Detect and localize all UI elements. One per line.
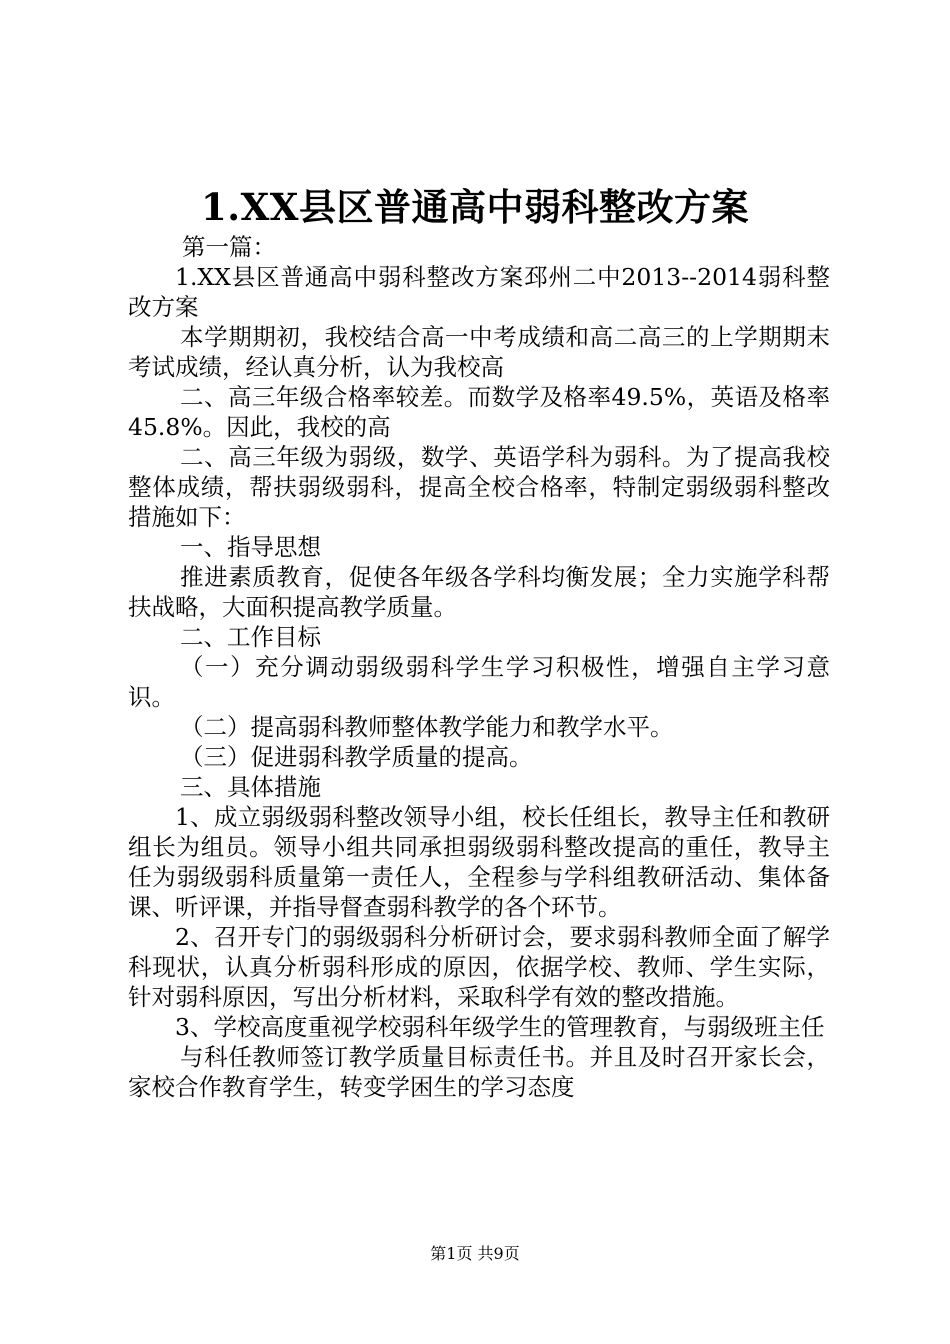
heading-work-goals: 二、工作目标 [180, 623, 321, 651]
paragraph-pass-rate: 二、高三年级合格率较差。而数学及格率49.5%，英语及格率45.8%。因此，我校的高 [128, 383, 830, 441]
goal-item-1: （一）充分调动弱级弱科学生学习积极性，增强自主学习意识。 [128, 653, 830, 711]
goal-item-2: （二）提高弱科教师整体教学能力和教学水平。 [180, 713, 674, 741]
paragraph-subtitle: 1.XX县区普通高中弱科整改方案邳州二中2013--2014弱科整改方案 [128, 263, 830, 321]
measure-item-3: 3、学校高度重视学校弱科年级学生的管理教育，与弱级班主任 [175, 1013, 825, 1041]
paragraph-responsibility: 与科任教师签订教学质量目标责任书。并且及时召开家长会，家校合作教育学生，转变学困生的学习态度 [128, 1043, 830, 1101]
heading-guiding-thought: 一、指导思想 [180, 533, 321, 561]
measure-item-2: 2、召开专门的弱级弱科分析研讨会，要求弱科教师全面了解学科现状，认真分析弱科形成的原因，依据学校、教师、学生实际，针对弱科原因，写出分析材料，采取科学有效的整改措施。 [128, 923, 830, 1011]
page-footer: 第1页 共9页 [430, 1244, 520, 1263]
paragraph-weak-grades: 二、高三年级为弱级，数学、英语学科为弱科。为了提高我校整体成绩，帮扶弱级弱科，提高全校合格率，特制定弱级弱科整改措施如下： [128, 443, 830, 531]
paragraph-intro: 本学期期初，我校结合高一中考成绩和高二高三的上学期期末考试成绩，经认真分析，认为我校高 [128, 323, 830, 381]
document-title: 1.XX县区普通高中弱科整改方案 [200, 185, 750, 229]
document-body [128, 232, 830, 1102]
goal-item-3: （三）促进弱科教学质量的提高。 [180, 743, 533, 771]
heading-specific-measures: 三、具体措施 [180, 773, 321, 801]
paragraph-guiding-thought: 推进素质教育，促使各年级各学科均衡发展；全力实施学科帮扶战略，大面积提高教学质量。 [128, 563, 830, 621]
measure-item-1: 1、成立弱级弱科整改领导小组，校长任组长，教导主任和教研组长为组员。领导小组共同承担弱级弱科整改提高的重任，教导主任为弱级弱科质量第一责任人，全程参与学科组教研活动、集体备课、听评课，并指导督查弱科教学的各个环节。 [128, 803, 830, 921]
paragraph-section-label: 第一篇： [182, 233, 276, 261]
